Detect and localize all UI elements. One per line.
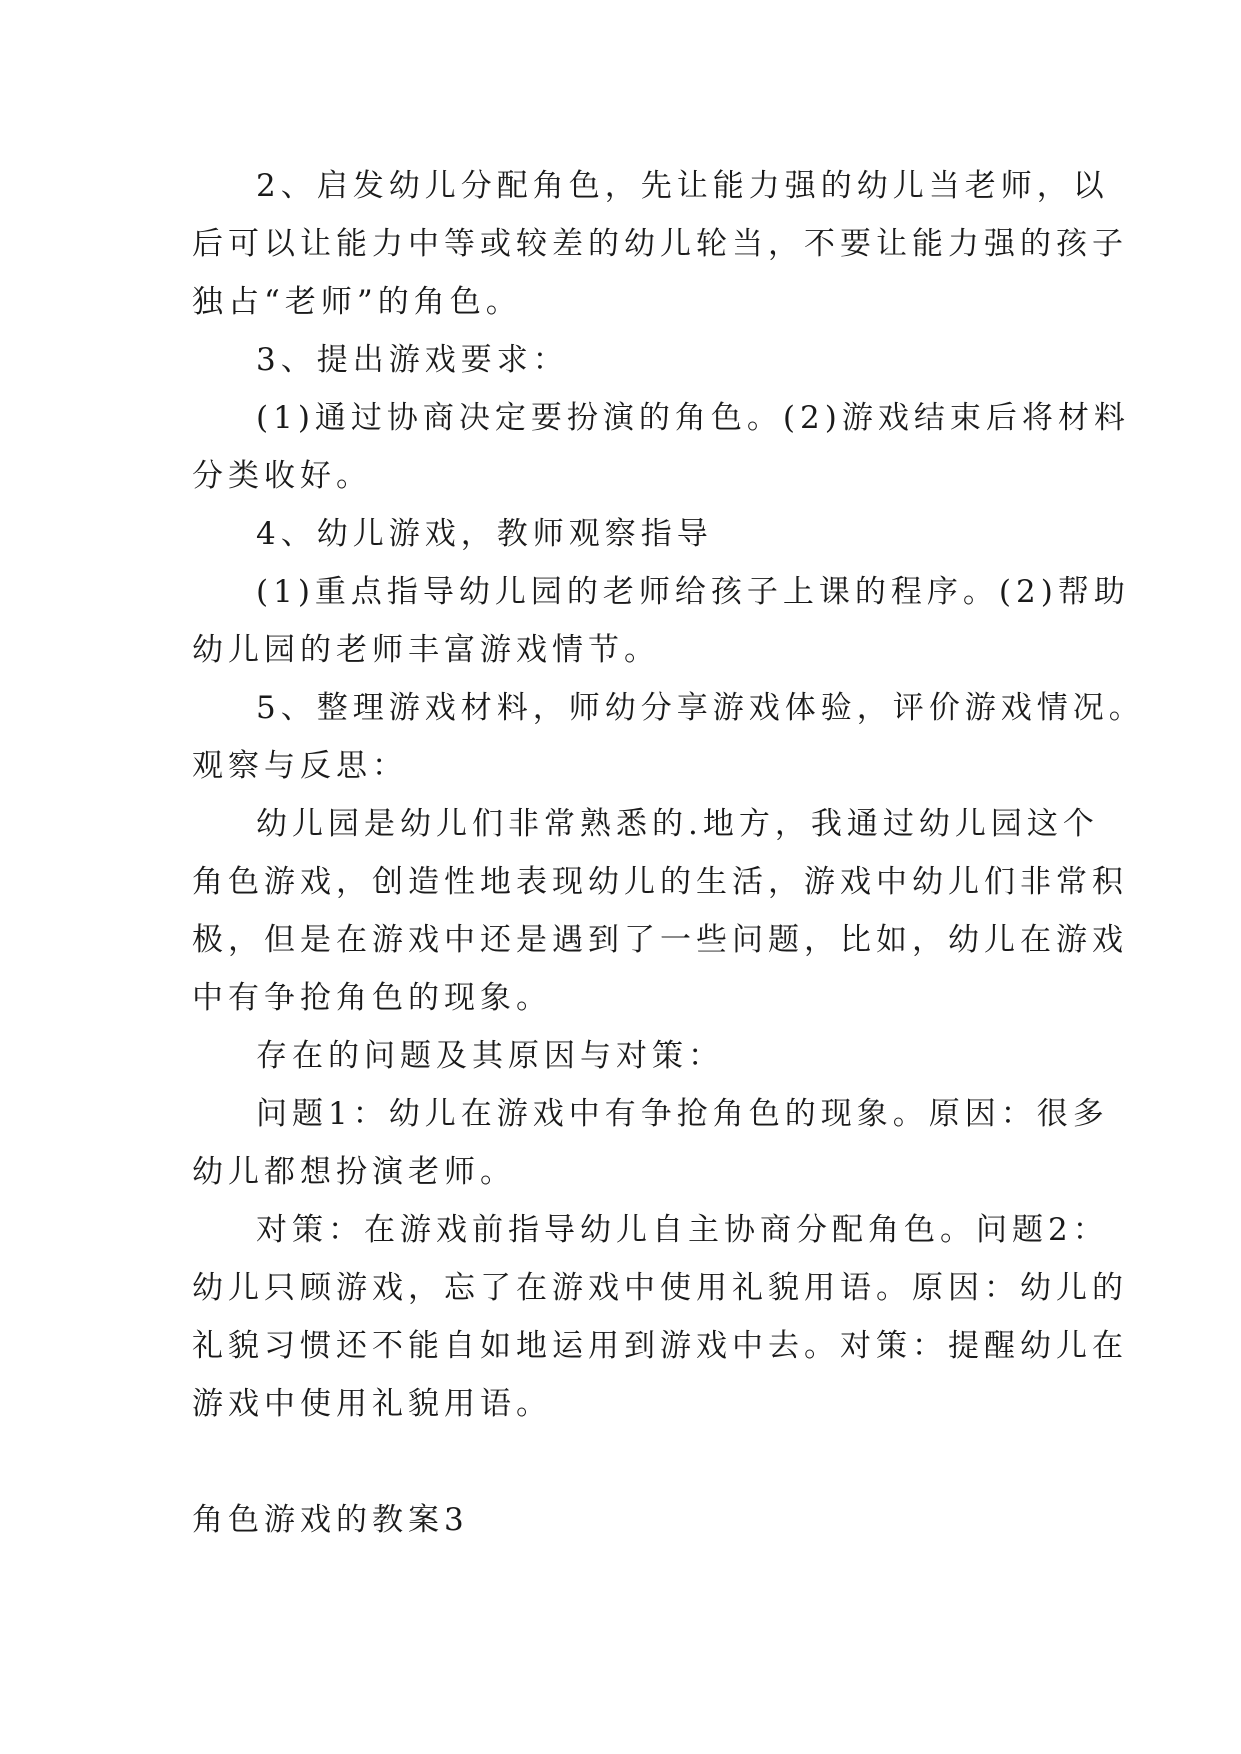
paragraph-line: 3、提出游戏要求：	[256, 342, 569, 378]
paragraph-line: 存在的问题及其原因与对策：	[256, 1038, 724, 1074]
paragraph-line: 对策：在游戏前指导幼儿自主协商分配角色。问题2：	[256, 1212, 1109, 1248]
paragraph-line: (1)重点指导幼儿园的老师给孩子上课的程序。(2)帮助	[256, 574, 1130, 610]
paragraph-line: (1)通过协商决定要扮演的角色。(2)游戏结束后将材料	[256, 400, 1130, 436]
paragraph-line: 幼儿园的老师丰富游戏情节。	[192, 632, 660, 668]
paragraph-line: 后可以让能力中等或较差的幼儿轮当，不要让能力强的孩子	[192, 226, 1128, 262]
paragraph-line: 4、幼儿游戏，教师观察指导	[256, 516, 713, 552]
paragraph-line: 礼貌习惯还不能自如地运用到游戏中去。对策：提醒幼儿在	[192, 1328, 1128, 1364]
paragraph-line: 角色游戏，创造性地表现幼儿的生活，游戏中幼儿们非常积	[192, 864, 1128, 900]
paragraph-line: 中有争抢角色的现象。	[192, 980, 552, 1016]
paragraph-line: 2、启发幼儿分配角色，先让能力强的幼儿当老师，以	[256, 168, 1109, 204]
paragraph-line: 幼儿园是幼儿们非常熟悉的.地方，我通过幼儿园这个	[256, 806, 1099, 842]
paragraph-line: 5、整理游戏材料，师幼分享游戏体验，评价游戏情况。	[256, 690, 1145, 726]
paragraph-line: 分类收好。	[192, 458, 372, 494]
paragraph-line: 幼儿只顾游戏，忘了在游戏中使用礼貌用语。原因：幼儿的	[192, 1270, 1128, 1306]
paragraph-line: 观察与反思：	[192, 748, 408, 784]
paragraph-line: 独占“老师”的角色。	[192, 284, 522, 320]
paragraph-line: 幼儿都想扮演老师。	[192, 1154, 516, 1190]
paragraph-line: 极，但是在游戏中还是遇到了一些问题，比如，幼儿在游戏	[192, 922, 1128, 958]
paragraph-line: 问题1：幼儿在游戏中有争抢角色的现象。原因：很多	[256, 1096, 1109, 1132]
paragraph-line: 游戏中使用礼貌用语。	[192, 1386, 552, 1422]
section-title: 角色游戏的教案3	[192, 1502, 469, 1538]
